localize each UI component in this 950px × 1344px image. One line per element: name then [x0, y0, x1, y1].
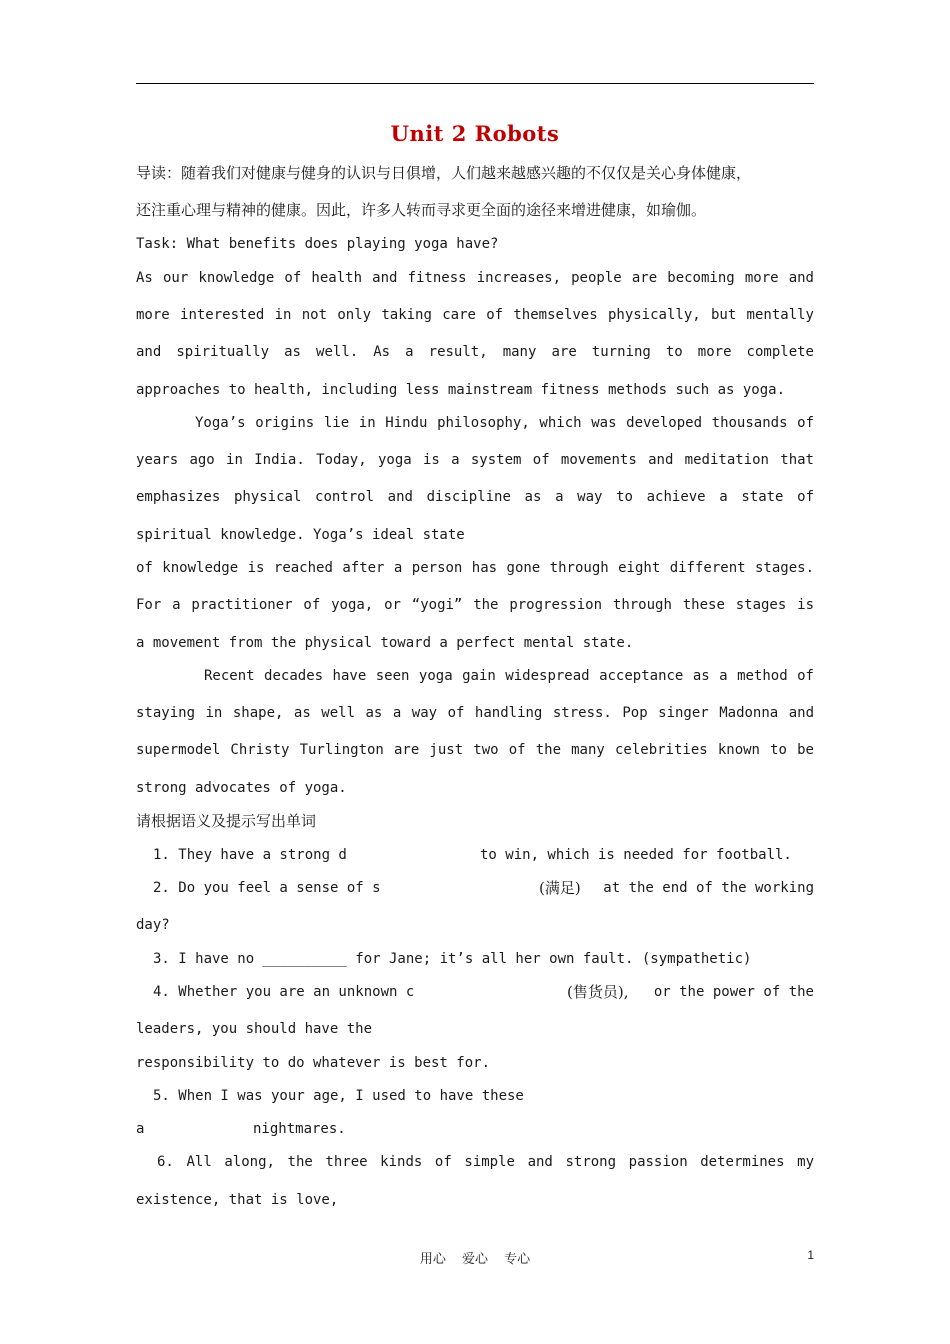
question-4-prompt: 4. Whether you are an unknown c: [153, 984, 415, 1000]
passage-line: supermodel Christy Turlington are just two of the many celebrities known to be: [136, 742, 814, 758]
passage-line: a movement from the physical toward a perfect mental state.: [136, 635, 634, 651]
passage-line: For a practitioner of yoga, or “yogi” the progression through these stages is: [136, 597, 814, 613]
passage-line: of knowledge is reached after a person has gone through eight different stages.: [136, 560, 814, 576]
question-2-rest: at the end of the working: [603, 880, 814, 896]
header-rule: [136, 83, 814, 84]
footer-motto: 用心 爱心 专心: [419, 1252, 531, 1267]
intro-line-1: 导读：随着我们对健康与健身的认识与日俱增，人们越来越感兴趣的不仅仅是关心身体健康，: [136, 164, 752, 182]
question-5-letter: a: [136, 1121, 145, 1137]
passage-line: As our knowledge of health and fitness increases, people are becoming more and: [136, 270, 814, 286]
question-1-rest: to win, which is needed for football.: [480, 847, 792, 863]
question-2-hint: (满足): [539, 879, 581, 897]
passage-line: years ago in India. Today, yoga is a system of movements and meditation that: [136, 452, 814, 468]
question-3: 3. I have no __________ for Jane; it’s all her own fault. (sympathetic): [153, 951, 752, 967]
question-2-prompt: 2. Do you feel a sense of s: [153, 880, 381, 896]
passage-line: Recent decades have seen yoga gain widespread acceptance as a method of: [204, 668, 814, 684]
intro-line-2: 还注重心理与精神的健康。因此，许多人转而寻求更全面的途径来增进健康，如瑜伽。: [136, 201, 707, 219]
question-6-continuation: existence, that is love,: [136, 1192, 339, 1208]
question-5-rest: nightmares.: [253, 1121, 346, 1137]
task-line: Task: What benefits does playing yoga have?: [136, 236, 499, 252]
question-4-continuation: responsibility to do whatever is best for.: [136, 1055, 491, 1071]
question-4-continuation: leaders, you should have the: [136, 1021, 373, 1037]
passage-line: strong advocates of yoga.: [136, 780, 347, 796]
passage-line: spiritual knowledge. Yoga’s ideal state: [136, 527, 465, 543]
passage-line: Yoga’s origins lie in Hindu philosophy, which was developed thousands of: [195, 415, 814, 431]
passage-line: more interested in not only taking care of themselves physically, but mentally: [136, 307, 814, 323]
passage-line: approaches to health, including less mainstream fitness methods such as yoga.: [136, 382, 786, 398]
question-2-continuation: day?: [136, 917, 170, 933]
passage-line: and spiritually as well. As a result, many are turning to more complete: [136, 344, 814, 360]
question-6: 6. All along, the three kinds of simple and strong passion determines my: [157, 1154, 814, 1170]
page-number: 1: [807, 1248, 814, 1262]
passage-line: emphasizes physical control and discipline as a way to achieve a state of: [136, 489, 814, 505]
question-5: 5. When I was your age, I used to have these: [153, 1088, 524, 1104]
question-4-rest: or the power of the: [653, 984, 814, 1000]
question-4-hint: (售货员),: [567, 983, 629, 1001]
exercise-heading: 请根据语义及提示写出单词: [136, 812, 317, 830]
passage-line: staying in shape, as well as a way of handling stress. Pop singer Madonna and: [136, 705, 814, 721]
question-1-prompt: 1. They have a strong d: [153, 847, 347, 863]
document-title: Unit 2 Robots: [390, 121, 560, 146]
